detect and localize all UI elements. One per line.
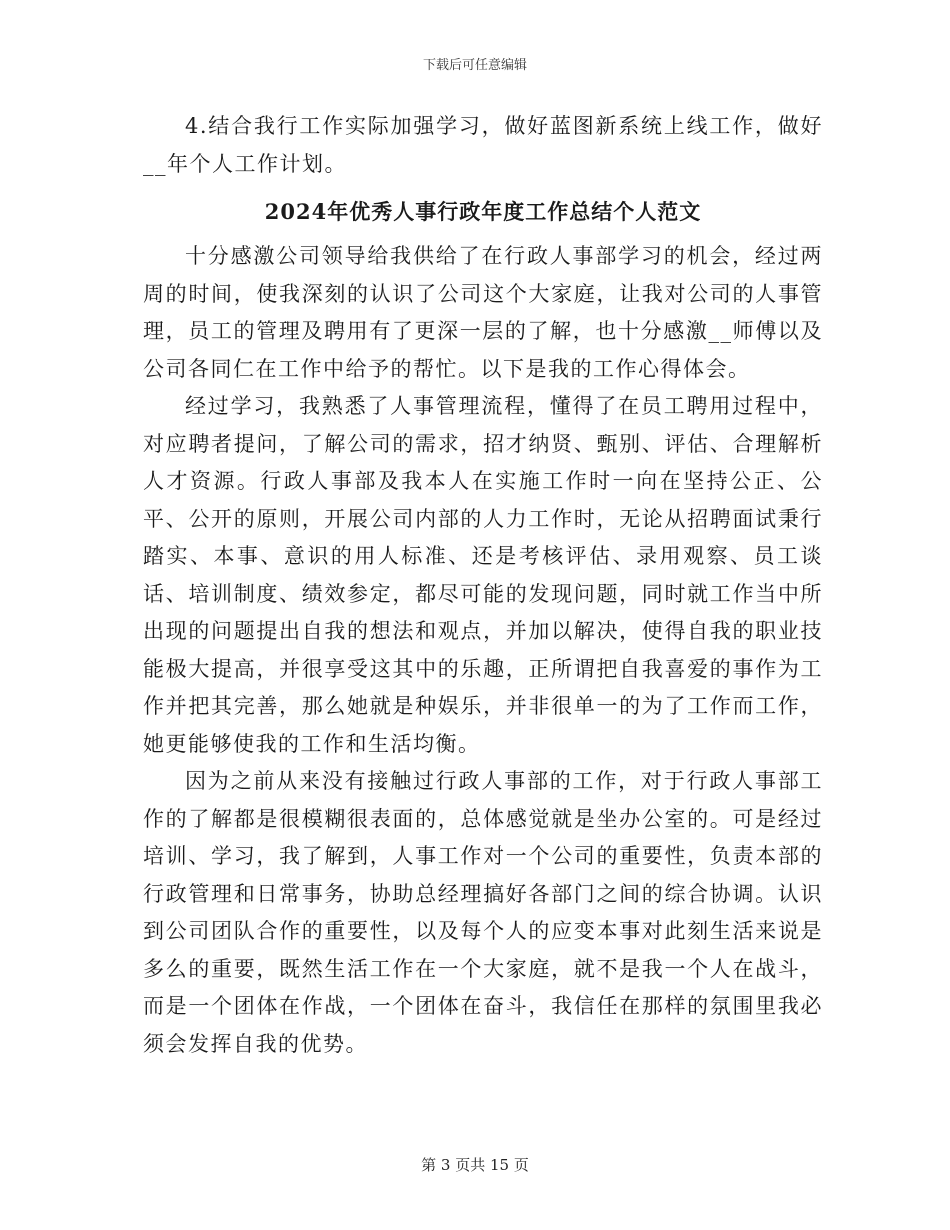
page-number: 第 3 页共 15 页 xyxy=(421,1156,529,1174)
section-title: 2024年优秀人事行政年度工作总结个人范文 xyxy=(264,199,702,224)
page-header: 下载后可任意编辑 xyxy=(422,58,527,73)
paragraph-2: 经过学习，我熟悉了人事管理流程，懂得了在员工聘用过程中，对应聘者提问，了解公司的需求，招才纳贤、甄别、评估、合理解析人才资源。行政人事部及我本人在实施工作时一向在坚持公正、公平、公开的原则，开展公司内部的人力工作时，无论从招聘面试秉行踏实、本事、意识的用人标准、还是考核评估、录用观察、员工谈话、培训制度、绩效参定，都尽可能的发现问题，同时就工作当中所出现的问题提出自我的想法和观点，并加以解决，使得自我的职业技能极大提高，并很享受这其中的乐趣，正所谓把自我喜爱的事作为工作并把其完善，那么她就是种娱乐，并非很单一的为了工作而工作，她更能够使我的工作和生活均衡。 xyxy=(143,394,823,756)
list-item-4: 4.结合我行工作实际加强学习，做好蓝图新系统上线工作，做好__年个人工作计划。 xyxy=(143,114,823,176)
paragraph-1: 十分感激公司领导给我供给了在行政人事部学习的机会，经过两周的时间，使我深刻的认识了公司这个大家庭，让我对公司的人事管理，员工的管理及聘用有了更深一层的了解，也十分感激__师傅以及公司各同仁在工作中给予的帮忙。以下是我的工作心得体会。 xyxy=(143,244,823,381)
document-body xyxy=(143,108,823,1063)
paragraph-3: 因为之前从来没有接触过行政人事部的工作，对于行政人事部工作的了解都是很模糊很表面的，总体感觉就是坐办公室的。可是经过培训、学习，我了解到，人事工作对一个公司的重要性，负责本部的行政管理和日常事务，协助总经理搞好各部门之间的综合协调。认识到公司团队合作的重要性，以及每个人的应变本事对此刻生活来说是多么的重要，既然生活工作在一个大家庭，就不是我一个人在战斗，而是一个团体在作战，一个团体在奋斗，我信任在那样的氛围里我必须会发挥自我的优势。 xyxy=(143,769,823,1056)
